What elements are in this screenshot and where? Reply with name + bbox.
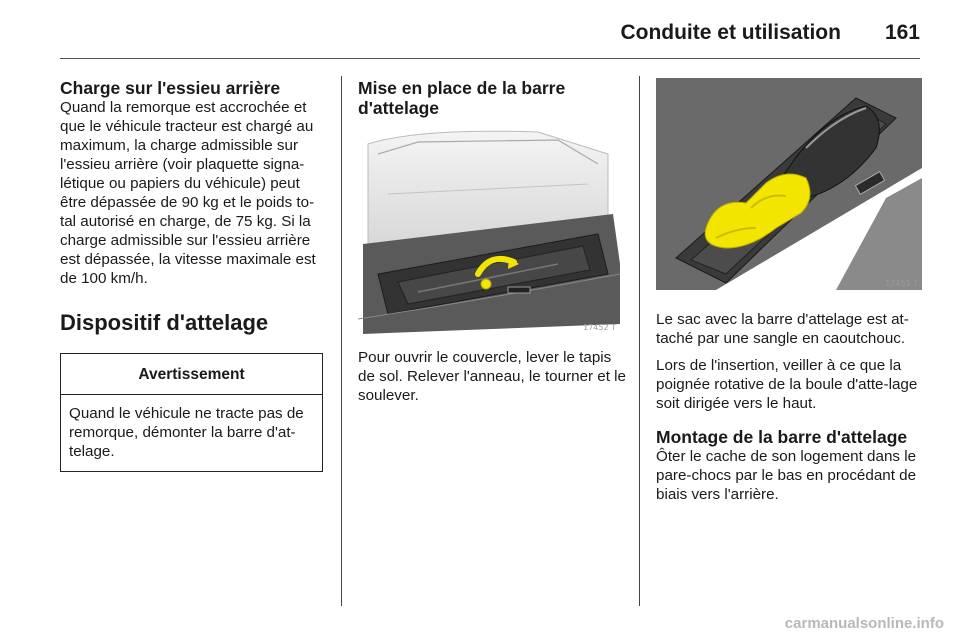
warning-box — [60, 353, 323, 472]
header-divider — [60, 58, 920, 59]
column-divider-1 — [341, 76, 342, 606]
warning-text: Quand le véhicule ne tracte pas de remorque, démonter la barre d'at-telage. — [69, 405, 304, 460]
column-1 — [60, 78, 325, 472]
mounting-heading: Montage de la barre d'attelage — [656, 427, 908, 447]
hitch-section-heading: Dispositif d'attelage — [60, 310, 269, 335]
section-title: Conduite et utilisation — [620, 21, 841, 44]
page-number: 161 — [884, 21, 920, 44]
watermark: carmanualsonline.info — [784, 615, 944, 632]
install-text: Pour ouvrir le couvercle, lever le tapis de sol. Relever l'anneau, le tourner et le soulever. — [358, 349, 626, 404]
hitch-bag-illustration — [656, 78, 922, 290]
axle-load-heading: Charge sur l'essieu arrière — [60, 78, 281, 98]
mounting-text: Ôter le cache de son logement dans le pare-chocs par le bas en procédant de biais vers l'arrière. — [656, 448, 917, 503]
figure-number: 17451 T — [885, 279, 918, 288]
install-heading: Mise en place de la barre d'attelage — [358, 78, 566, 118]
column-2 — [358, 78, 626, 405]
warning-title: Avertissement — [61, 354, 322, 395]
figure-number: 17452 T — [583, 323, 616, 332]
figure-hitch-bag — [656, 78, 922, 290]
axle-load-text: Quand la remorque est accrochée et que le véhicule tracteur est chargé au maximum, la charge admissible sur l'essieu arrière (voir plaquette signa-létique ou papiers du véhicule) peut être dépassée de 90 kg et le poids to-tal autorisé en charge, de 75 kg. Si la charge admissible sur l'essieu arrière est dépassée, la vitesse maximale est de 100 km/h. — [60, 99, 316, 287]
warning-body — [61, 395, 322, 471]
figure-trunk-floor — [358, 124, 620, 334]
trunk-floor-illustration — [358, 124, 620, 334]
column-divider-2 — [639, 76, 640, 606]
page-header — [60, 16, 920, 50]
bag-text: Le sac avec la barre d'attelage est at-taché par une sangle en caoutchouc. — [656, 311, 909, 347]
column-3 — [656, 78, 924, 504]
insertion-text: Lors de l'insertion, veiller à ce que la poignée rotative de la boule d'atte-lage soit dirigée vers le haut. — [656, 357, 918, 412]
